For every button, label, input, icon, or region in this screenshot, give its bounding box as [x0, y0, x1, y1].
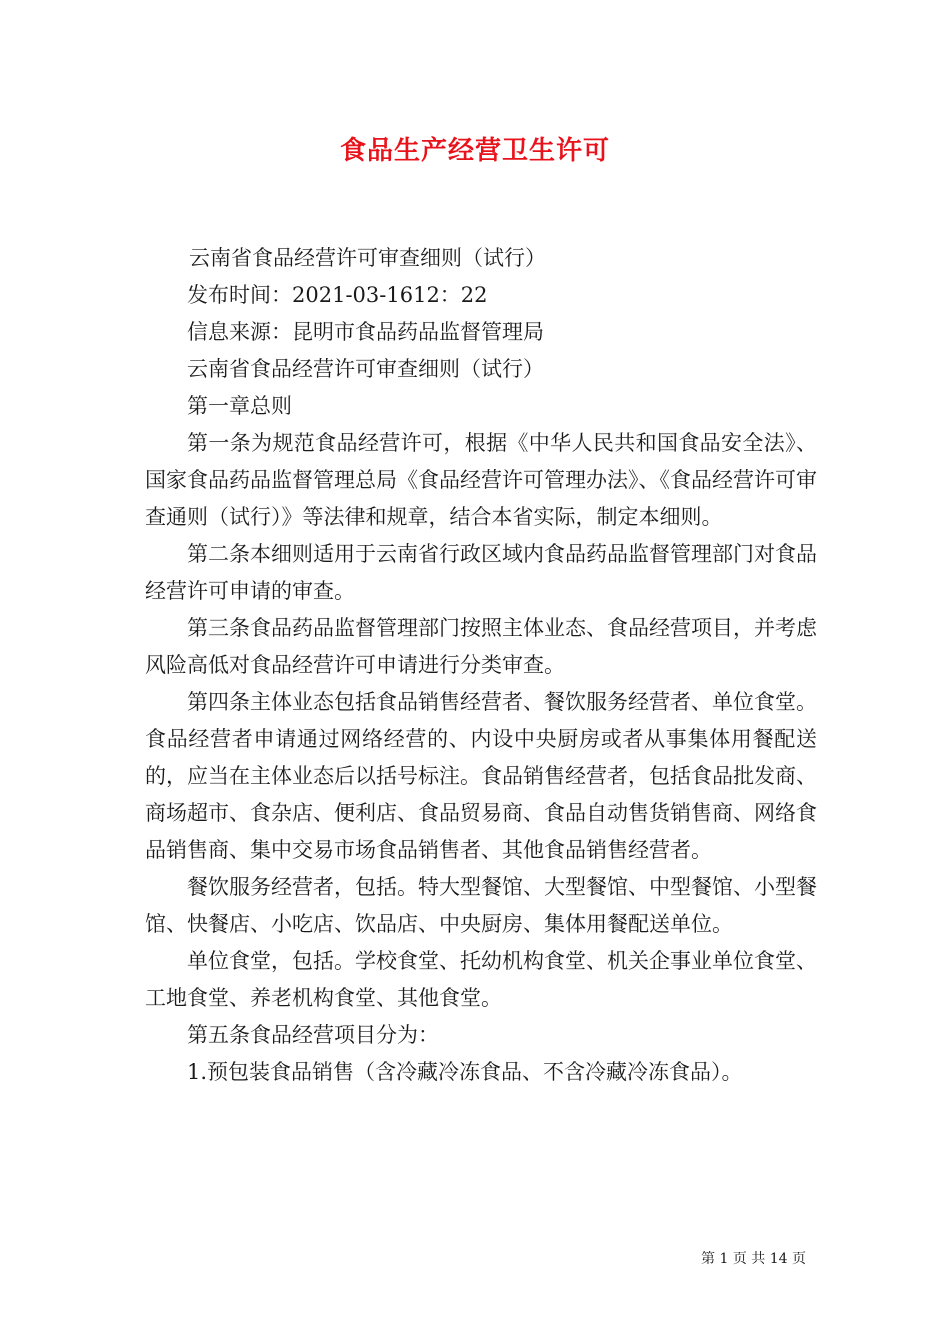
paragraph-chapter-heading: 第一章总则 — [187, 394, 292, 418]
paragraph-article-2: 第二条本细则适用于云南省行政区域内食品药品监督管理部门对食品经营许可申请的审查。 — [145, 542, 817, 603]
page-number-footer: 第 1 页 共 14 页 — [701, 1251, 806, 1267]
paragraph-article-4: 第四条主体业态包括食品销售经营者、餐饮服务经营者、单位食堂。食品经营者申请通过网络经营的、内设中央厨房或者从事集体用餐配送的，应当在主体业态后以括号标注。食品销售经营者，包括食品批发商、商场超市、食杂店、便利店、食品贸易商、食品自动售货销售商、网络食品销售商、集中交易市场食品销售者、其他食品销售经营者。 — [145, 690, 817, 862]
paragraph-regulation-title: 云南省食品经营许可审查细则（试行） — [187, 357, 544, 381]
paragraph-item-1: 1.预包装食品销售（含冷藏冷冻食品、不含冷藏冷冻食品）。 — [187, 1060, 743, 1084]
paragraph-article-5: 第五条食品经营项目分为： — [187, 1023, 439, 1047]
document-body — [145, 240, 817, 1091]
paragraph-regulation-name: 云南省食品经营许可审查细则（试行） — [189, 246, 546, 270]
paragraph-catering: 餐饮服务经营者，包括。特大型餐馆、大型餐馆、中型餐馆、小型餐馆、快餐店、小吃店、饮品店、中央厨房、集体用餐配送单位。 — [145, 875, 817, 936]
document-title: 食品生产经营卫生许可 — [339, 136, 610, 166]
paragraph-article-3: 第三条食品药品监督管理部门按照主体业态、食品经营项目，并考虑风险高低对食品经营许可申请进行分类审查。 — [145, 616, 817, 677]
paragraph-publish-time: 发布时间：2021-03-1612：22 — [187, 283, 488, 307]
paragraph-article-1: 第一条为规范食品经营许可，根据《中华人民共和国食品安全法》、国家食品药品监督管理总局《食品经营许可管理办法》、《食品经营许可审查通则（试行）》等法律和规章，结合本省实际，制定本细则。 — [145, 431, 817, 529]
paragraph-source: 信息来源：昆明市食品药品监督管理局 — [187, 320, 544, 344]
paragraph-canteen: 单位食堂，包括。学校食堂、托幼机构食堂、机关企事业单位食堂、工地食堂、养老机构食堂、其他食堂。 — [145, 949, 817, 1010]
